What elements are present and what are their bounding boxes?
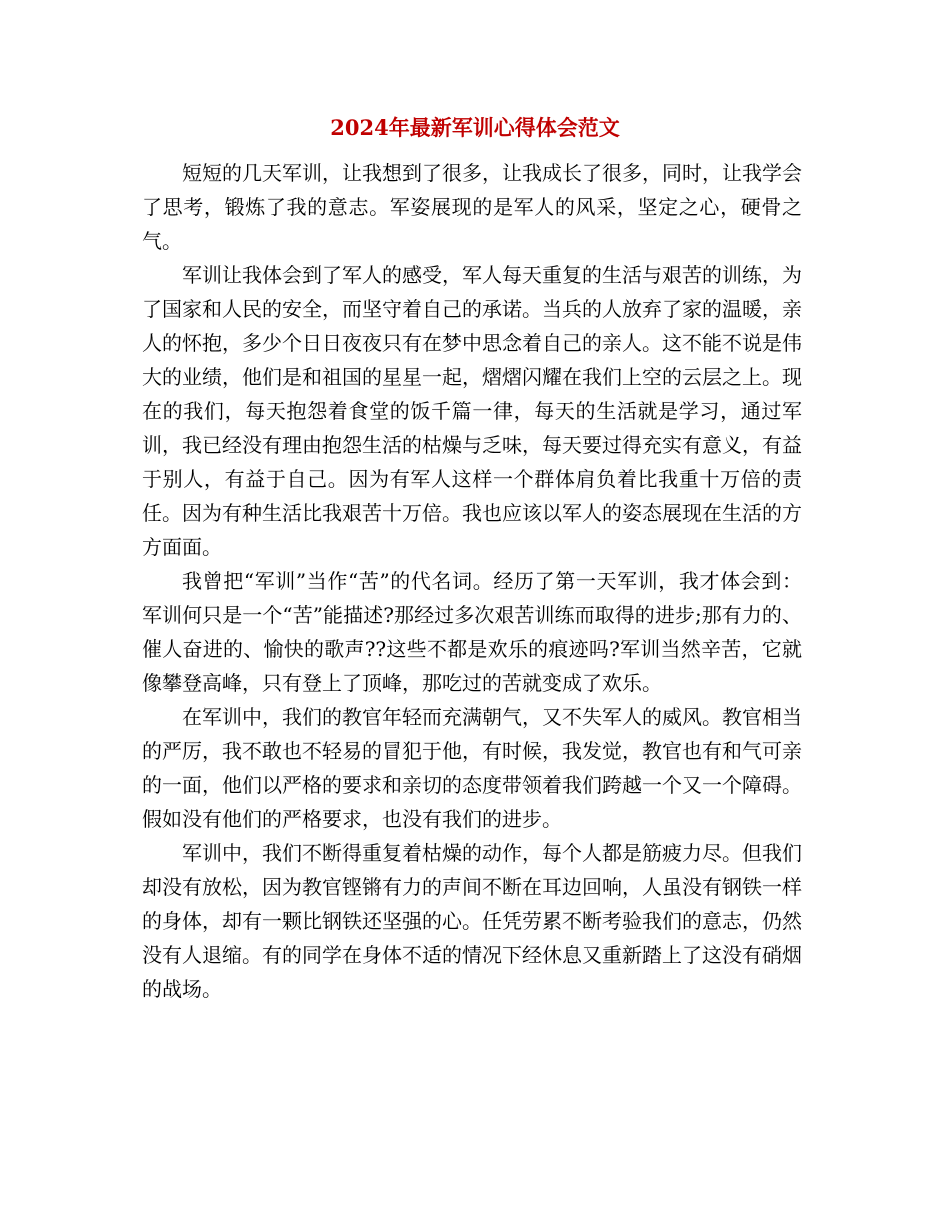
paragraph: 在军训中，我们的教官年轻而充满朝气，又不失军人的威风。教官相当的严厉，我不敢也不轻易的冒犯于他，有时候，我发觉，教官也有和气可亲的一面，他们以严格的要求和亲切的态度带领着我们跨越一个又一个障碍。假如没有他们的严格要求，也没有我们的进步。: [142, 705, 802, 831]
paragraph: 军训让我体会到了军人的感受，军人每天重复的生活与艰苦的训练，为了国家和人民的安全，而坚守着自己的承诺。当兵的人放弃了家的温暖，亲人的怀抱，多少个日日夜夜只有在梦中思念着自己的亲人。这不能不说是伟大的业绩，他们是和祖国的星星一起，熠熠闪耀在我们上空的云层之上。现在的我们，每天抱怨着食堂的饭千篇一律，每天的生活就是学习，通过军训，我已经没有理由抱怨生活的枯燥与乏味，每天要过得充实有意义，有益于别人，有益于自己。因为有军人这样一个群体肩负着比我重十万倍的责任。因为有种生活比我艰苦十万倍。我也应该以军人的姿态展现在生活的方方面面。: [142, 263, 802, 559]
paragraph: 军训中，我们不断得重复着枯燥的动作，每个人都是筋疲力尽。但我们却没有放松，因为教官铿锵有力的声间不断在耳边回响，人虽没有钢铁一样的身体，却有一颗比钢铁还坚强的心。任凭劳累不断考验我们的意志，仍然没有人退缩。有的同学在身体不适的情况下经休息又重新踏上了这没有硝烟的战场。: [142, 841, 802, 1001]
paragraph: 短短的几天军训，让我想到了很多，让我成长了很多，同时，让我学会了思考，锻炼了我的意志。军姿展现的是军人的风采，坚定之心，硬骨之气。: [142, 161, 802, 253]
paragraph: 我曾把“军训”当作“苦”的代名词。经历了第一天军训，我才体会到：军训何只是一个“苦”能描述?那经过多次艰苦训练而取得的进步;那有力的、催人奋进的、愉快的歌声??这些不都是欢乐的痕迹吗?军训当然辛苦，它就像攀登高峰，只有登上了顶峰，那吃过的苦就变成了欢乐。: [142, 569, 802, 695]
document-title: 2024年最新军训心得体会范文: [330, 115, 620, 140]
document-body: [142, 156, 802, 1006]
